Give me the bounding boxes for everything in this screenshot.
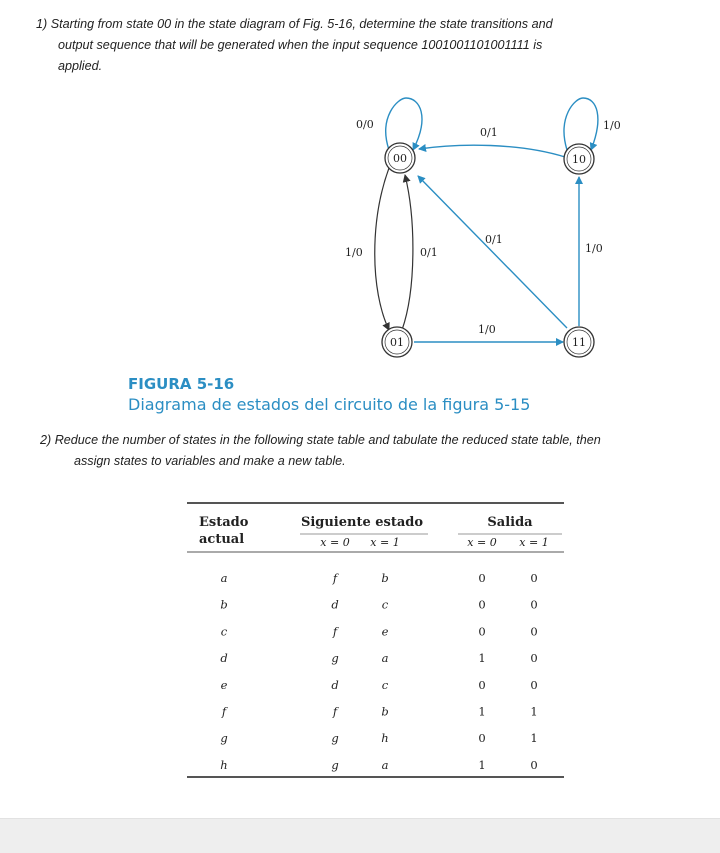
state-01-label: 01 xyxy=(390,336,404,349)
table-cell-o0: 1 xyxy=(478,757,486,772)
figure-title: Diagrama de estados del circuito de la figura 5-15 xyxy=(128,395,531,414)
label-10-to-00: 0/1 xyxy=(480,126,498,139)
label-loop-00: 0/0 xyxy=(356,118,374,131)
table-cell-ns1: b xyxy=(381,704,389,719)
table-cell-o1: 0 xyxy=(530,571,538,585)
edge-01-to-00 xyxy=(402,175,413,330)
state-00 xyxy=(385,143,415,173)
sub-next-x1: x = 1 xyxy=(370,536,400,549)
label-01-to-11: 1/0 xyxy=(478,323,496,336)
sub-next-x0: x = 0 xyxy=(320,536,350,549)
loop-10 xyxy=(564,98,598,150)
table-cell-o0: 0 xyxy=(478,597,486,612)
table-cell-o0: 1 xyxy=(478,651,486,666)
table-cell-o0: 0 xyxy=(478,571,486,585)
table-cell-o0: 0 xyxy=(478,624,486,639)
state-table xyxy=(0,495,720,795)
table-cell-ns0: g xyxy=(331,757,339,772)
header-actual: actual xyxy=(199,532,245,547)
question-2 xyxy=(40,430,700,472)
table-cell-ns0: f xyxy=(332,624,338,639)
table-cell-state: f xyxy=(221,704,227,719)
table-cell-state: h xyxy=(220,757,228,772)
table-cell-ns0: d xyxy=(331,597,339,612)
label-01-to-00: 0/1 xyxy=(420,246,438,259)
state-10-label: 10 xyxy=(572,153,586,166)
table-cell-ns1: b xyxy=(381,571,389,585)
table-cell-ns0: f xyxy=(332,571,338,585)
table-cell-ns1: e xyxy=(381,624,389,639)
table-cell-ns1: h xyxy=(381,731,389,746)
question-2-line-2: assign states to variables and make a new table. xyxy=(74,454,346,468)
table-cell-ns0: d xyxy=(331,677,339,692)
state-11-label: 11 xyxy=(572,336,586,349)
table-cell-ns1: a xyxy=(381,757,389,772)
table-cell-state: b xyxy=(220,597,228,612)
table-cell-o1: 0 xyxy=(530,677,538,692)
footer-bar xyxy=(0,818,720,853)
edge-00-to-01 xyxy=(375,168,389,330)
label-11-to-00: 0/1 xyxy=(485,233,503,246)
question-1-line-3: applied. xyxy=(58,59,103,73)
loop-00 xyxy=(386,98,422,150)
table-cell-state: e xyxy=(220,677,228,692)
table-cell-ns1: c xyxy=(381,677,389,692)
sub-out-x1: x = 1 xyxy=(519,536,549,549)
header-salida: Salida xyxy=(487,515,533,530)
table-cell-state: d xyxy=(220,651,228,666)
label-loop-10: 1/0 xyxy=(603,119,621,132)
sub-out-x0: x = 0 xyxy=(467,536,497,549)
state-diagram xyxy=(0,0,720,370)
table-cell-ns0: f xyxy=(332,704,338,719)
table-cell-o0: 0 xyxy=(478,677,486,692)
figure-number: FIGURA 5-16 xyxy=(128,375,235,393)
state-01 xyxy=(382,327,412,357)
table-cell-state: c xyxy=(220,624,228,639)
table-cell-o1: 0 xyxy=(530,757,538,772)
state-00-label: 00 xyxy=(393,152,407,165)
header-siguiente-estado: Siguiente estado xyxy=(300,515,424,530)
figure-caption xyxy=(128,374,530,416)
label-00-to-01: 1/0 xyxy=(345,246,363,259)
table-cell-o0: 0 xyxy=(478,731,486,746)
table-cell-o1: 0 xyxy=(530,597,538,612)
table-cell-state: g xyxy=(220,731,228,746)
question-1-line-1: 1) Starting from state 00 in the state diagram of Fig. 5-16, determine the state transitions and xyxy=(36,17,553,31)
edge-10-to-00 xyxy=(419,145,565,157)
question-2-line-1: 2) Reduce the number of states in the following state table and tabulate the reduced state table, then xyxy=(40,433,601,447)
state-11 xyxy=(564,327,594,357)
question-1-line-2: output sequence that will be generated when the input sequence 1001001101001111 is xyxy=(58,38,543,52)
table-cell-ns1: a xyxy=(381,651,389,666)
label-11-to-10: 1/0 xyxy=(585,242,603,255)
state-10 xyxy=(564,144,594,174)
table-cell-ns1: c xyxy=(381,597,389,612)
table-cell-o0: 1 xyxy=(478,704,486,719)
edge-11-to-00 xyxy=(418,176,567,328)
table-cell-ns0: g xyxy=(331,731,339,746)
table-cell-o1: 0 xyxy=(530,651,538,666)
table-cell-o1: 0 xyxy=(530,624,538,639)
table-cell-state: a xyxy=(220,571,228,585)
table-cell-ns0: g xyxy=(331,651,339,666)
table-cell-o1: 1 xyxy=(530,731,538,746)
table-rows xyxy=(220,571,537,772)
header-estado: Estado xyxy=(199,515,249,530)
table-cell-o1: 1 xyxy=(530,704,538,719)
